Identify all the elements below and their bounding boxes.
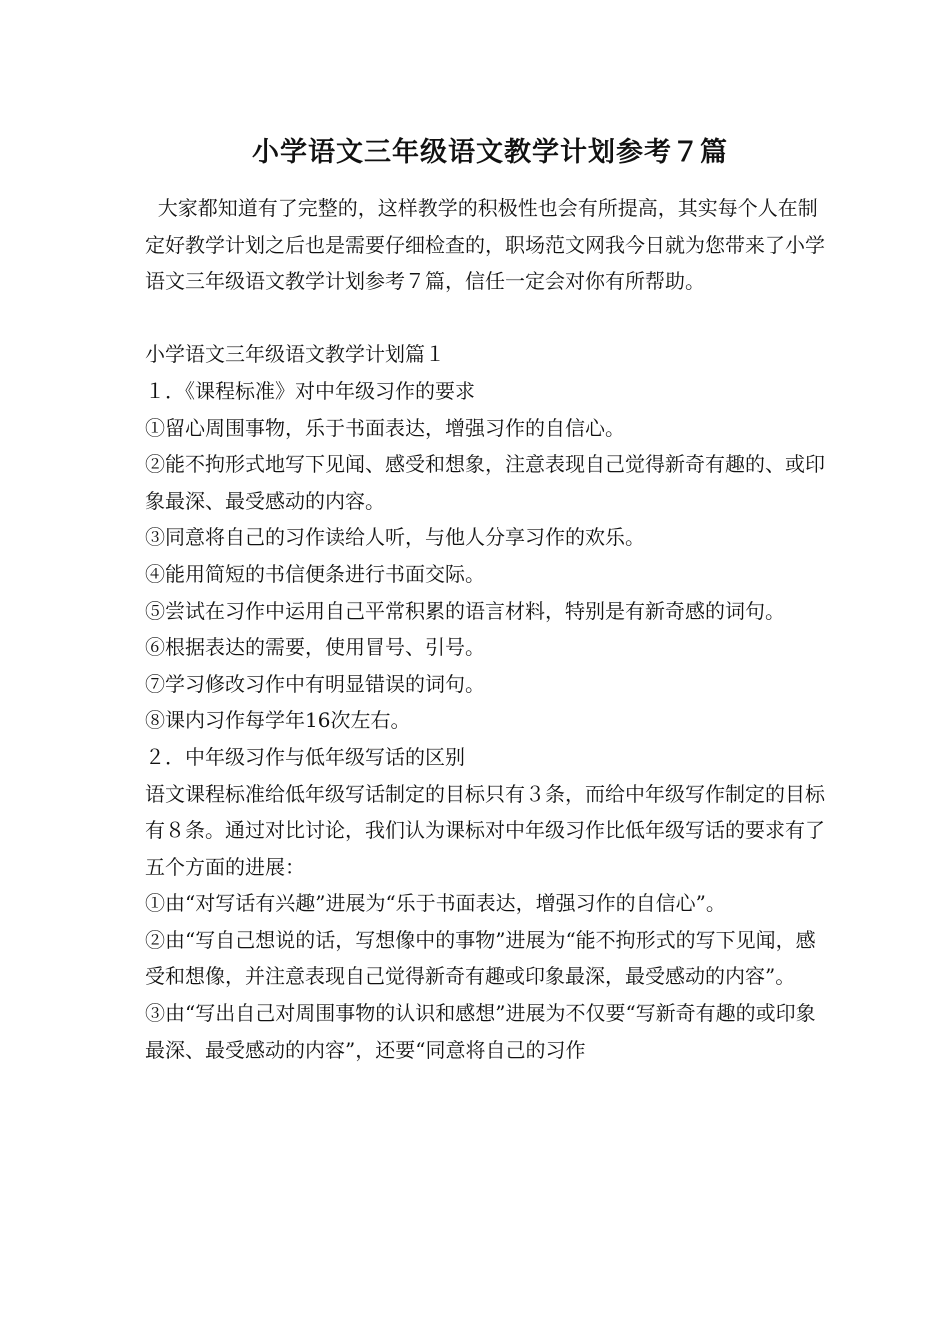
list-item: ③同意将自己的习作读给人听，与他人分享习作的欢乐。 — [145, 525, 645, 550]
document-title: 小学语文三年级语文教学计划参考７篇 — [252, 137, 728, 168]
section-heading: 小学语文三年级语文教学计划篇１ — [145, 342, 445, 367]
intro-paragraph: 大家都知道有了完整的，这样教学的积极性也会有所提高，其实每个人在制定好教学计划之后也是需要仔细检查的，职场范文网我今日就为您带来了小学语文三年级语文教学计划参考７篇，信任一定会对你有所帮助。 — [145, 196, 825, 294]
list-item: ⑦学习修改习作中有明显错误的词句。 — [145, 671, 485, 696]
requirements-heading: １．《课程标准》对中年级习作的要求 — [145, 378, 475, 403]
document-page — [145, 128, 835, 1068]
list-item: ⑧课内习作每学年16次左右。 — [145, 708, 411, 733]
list-item: ⑤尝试在习作中运用自己平常积累的语言材料，特别是有新奇感的词句。 — [145, 598, 785, 623]
list-item: ①留心周围事物，乐于书面表达，增强习作的自信心。 — [145, 415, 625, 440]
list-item: ①由“对写话有兴趣”进展为“乐于书面表达，增强习作的自信心”。 — [145, 891, 726, 916]
list-item: ④能用简短的书信便条进行书面交际。 — [145, 561, 485, 586]
list-item: ③由“写出自己对周围事物的认识和感想”进展为不仅要“写新奇有趣的或印象最深、最受感动的内容”，还要“同意将自己的习作 — [145, 1001, 816, 1062]
list-item: ②由“写自己想说的话，写想像中的事物”进展为“能不拘形式的写下见闻，感受和想像，并注意表现自己觉得新奇有趣或印象最深，最受感动的内容”。 — [145, 927, 816, 989]
blank-line — [145, 300, 835, 337]
body-paragraph: 语文课程标准给低年级写话制定的目标只有３条，而给中年级写作制定的目标有８条。通过对比讨论，我们认为课标对中年级习作比低年级写话的要求有了五个方面的进展： — [145, 781, 825, 879]
list-item: ⑥根据表达的需要，使用冒号、引号。 — [145, 635, 485, 660]
difference-heading: ２．中年级习作与低年级写话的区别 — [145, 744, 465, 769]
list-item: ②能不拘形式地写下见闻、感受和想象，注意表现自己觉得新奇有趣的、或印象最深、最受感动的内容。 — [145, 452, 825, 513]
